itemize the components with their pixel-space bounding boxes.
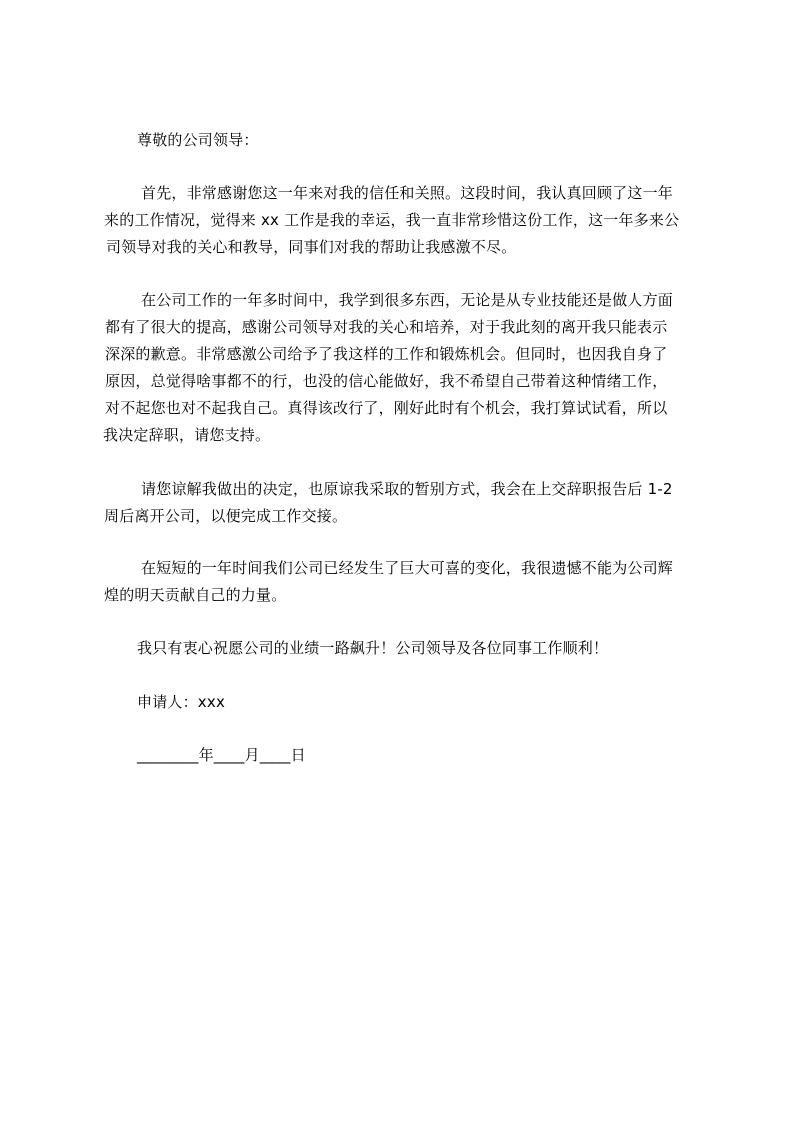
date-line: ________年____月____日 <box>137 746 306 764</box>
salutation: 尊敬的公司领导： <box>137 131 259 149</box>
applicant-line: 申请人：xxx <box>137 693 226 711</box>
paragraph-2-line-4: 原因，总觉得啥事都不的行，也没的信心能做好，我不希望自己带着这种情绪工作， <box>105 372 668 390</box>
paragraph-4-line-2: 煌的明天贡献自己的力量。 <box>104 586 287 604</box>
paragraph-1-line-3: 司领导对我的关心和教导，同事们对我的帮助让我感激不尽。 <box>106 238 517 256</box>
paragraph-2-line-6: 我决定辞职，请您支持。 <box>103 426 271 444</box>
paragraph-4-line-1: 在短短的一年时间我们公司已经发生了巨大可喜的变化，我很遗憾不能为公司辉 <box>141 559 674 577</box>
paragraph-2-line-2: 都有了很大的提高，感谢公司领导对我的关心和培养，对于我此刻的离开我只能表示 <box>105 318 668 336</box>
paragraph-1-line-2: 来的工作情况，觉得来 xx 工作是我的幸运，我一直非常珍惜这份工作，这一年多来公 <box>104 211 680 229</box>
paragraph-3-line-2: 周后离开公司，以便完成工作交接。 <box>104 507 348 525</box>
paragraph-2-line-3: 深深的歉意。非常感激公司给予了我这样的工作和锻炼机会。但同时，也因我自身了 <box>105 345 668 363</box>
paragraph-1-line-1: 首先，非常感谢您这一年来对我的信任和关照。这段时间，我认真回顾了这一年 <box>141 184 674 202</box>
paragraph-3-line-1: 请您谅解我做出的决定，也原谅我采取的暂别方式，我会在上交辞职报告后 1-2 <box>141 480 673 498</box>
paragraph-2-line-5: 对不起您也对不起我自己。真得该改行了，刚好此时有个机会，我打算试试看，所以 <box>105 399 668 417</box>
paragraph-2-line-1: 在公司工作的一年多时间中，我学到很多东西，无论是从专业技能还是做人方面 <box>141 291 674 309</box>
closing-line: 我只有衷心祝愿公司的业绩一路飙升！公司领导及各位同事工作顺利！ <box>137 639 609 657</box>
